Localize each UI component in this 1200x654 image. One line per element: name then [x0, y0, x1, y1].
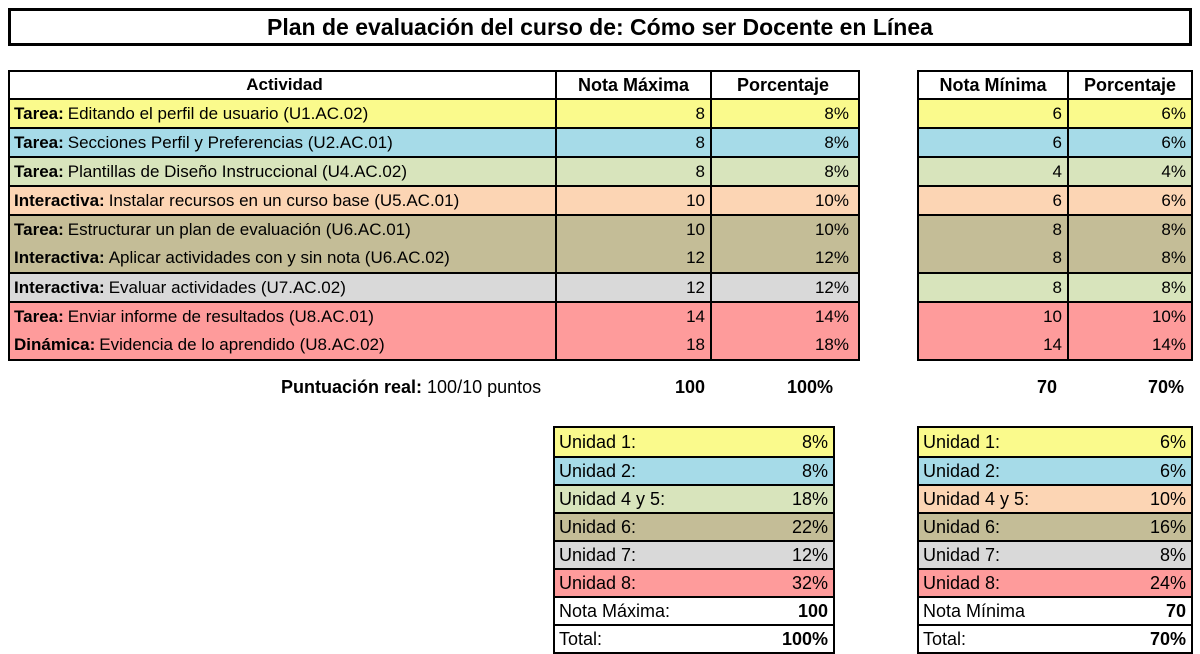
activity-text: Instalar recursos en un curso base (U5.AC.01): [108, 190, 460, 210]
activity-text: Editando el perfil de usuario (U1.AC.02): [67, 103, 369, 123]
nota-maxima-cell: 8: [555, 100, 710, 127]
summary-row: [555, 512, 833, 540]
min-row: [919, 98, 1191, 127]
activity-text: Plantillas de Diseño Instruccional (U4.AC.02): [67, 161, 407, 181]
activity-row: [10, 214, 858, 243]
activity-cell: [10, 216, 555, 243]
porcentaje-cell: 14%: [710, 303, 854, 330]
min-row: [919, 185, 1191, 214]
activity-cell: [10, 274, 555, 301]
score-max-pct: 100%: [786, 377, 833, 397]
summary-value: 24%: [1149, 572, 1186, 593]
summary-value: 12%: [791, 544, 828, 565]
summary-row: [919, 484, 1191, 512]
summary-value: 8%: [1159, 544, 1186, 565]
summary-value: 16%: [1149, 516, 1186, 537]
puntuacion-real-bold: Puntuación real:: [281, 377, 423, 397]
nota-minima-cell: 8: [1052, 219, 1062, 239]
porcentaje-cell: 12%: [710, 274, 854, 301]
summary-row: [555, 456, 833, 484]
activity-row: [10, 301, 858, 330]
summary-value: 70: [1165, 600, 1186, 621]
min-row: [919, 301, 1191, 330]
summary-label: Total:: [559, 628, 603, 649]
nota-maxima-cell: 8: [555, 158, 710, 185]
header-nota-minima: Nota Mínima: [939, 74, 1047, 95]
nota-maxima-cell: 10: [555, 216, 710, 243]
porcentaje-cell: 18%: [710, 330, 854, 359]
summary-value: 10%: [1149, 488, 1186, 509]
porcentaje-min-cell: 8%: [1067, 216, 1191, 243]
page-title: [8, 8, 1192, 46]
summary-row: [919, 428, 1191, 456]
summary-value: 70%: [1149, 628, 1186, 649]
activity-row: [10, 156, 858, 185]
min-row: [919, 127, 1191, 156]
summary-value: 32%: [791, 572, 828, 593]
porcentaje-cell: 10%: [710, 187, 854, 214]
summary-row: [919, 540, 1191, 568]
activity-type-label: Dinámica:: [14, 334, 96, 354]
header-nota-maxima: Nota Máxima: [555, 72, 710, 98]
summary-label: Total:: [923, 628, 967, 649]
summary-label: Unidad 1:: [923, 431, 1001, 452]
min-row: [919, 214, 1191, 243]
porcentaje-min-cell: 10%: [1067, 303, 1191, 330]
activity-cell: [10, 330, 555, 359]
summary-label: Unidad 8:: [559, 572, 637, 593]
summary-row: [919, 624, 1191, 652]
min-row: [919, 243, 1191, 272]
porcentaje-cell: 12%: [710, 243, 854, 272]
porcentaje-cell: 8%: [710, 100, 854, 127]
activity-text: Evidencia de lo aprendido (U8.AC.02): [99, 334, 385, 354]
nota-minima-cell: 10: [1043, 306, 1062, 326]
summary-label: Unidad 4 y 5:: [923, 488, 1030, 509]
summary-row: [555, 428, 833, 456]
porcentaje-min-cell: 6%: [1067, 129, 1191, 156]
header-actividad: Actividad: [246, 75, 323, 94]
summary-label: Unidad 2:: [559, 460, 637, 481]
nota-maxima-cell: 14: [555, 303, 710, 330]
summary-value: 6%: [1159, 431, 1186, 452]
summary-value: 22%: [791, 516, 828, 537]
activity-text: Evaluar actividades (U7.AC.02): [108, 277, 346, 297]
nota-maxima-cell: 12: [555, 243, 710, 272]
nota-minima-cell: 8: [1052, 277, 1062, 297]
activity-row: [10, 243, 858, 272]
summary-row: [919, 568, 1191, 596]
page-title-text: Plan de evaluación del curso de: Cómo ser Docente en Línea: [267, 13, 933, 40]
min-row: [919, 272, 1191, 301]
summary-label: Unidad 7:: [559, 544, 637, 565]
summary-label: Unidad 1:: [559, 431, 637, 452]
min-row: [919, 330, 1191, 359]
summary-value: 8%: [801, 460, 828, 481]
activity-text: Secciones Perfil y Preferencias (U2.AC.01): [67, 132, 393, 152]
summary-table-max: [553, 426, 835, 654]
score-min-nota: 70: [1036, 377, 1057, 397]
nota-minima-cell: 14: [1043, 334, 1062, 354]
summary-label: Unidad 6:: [923, 516, 1001, 537]
activity-type-label: Tarea:: [14, 161, 64, 181]
summary-table-min: [917, 426, 1193, 654]
nota-minima-cell: 6: [1052, 190, 1062, 210]
activity-row: [10, 330, 858, 359]
summary-row: [919, 512, 1191, 540]
porcentaje-min-cell: 6%: [1067, 100, 1191, 127]
nota-maxima-cell: 8: [555, 129, 710, 156]
activity-cell: [10, 158, 555, 185]
activity-row: [10, 98, 858, 127]
activity-type-label: Tarea:: [14, 132, 64, 152]
summary-value: 6%: [1159, 460, 1186, 481]
nota-maxima-cell: 18: [555, 330, 710, 359]
porcentaje-cell: 8%: [710, 158, 854, 185]
summary-row: [555, 568, 833, 596]
summary-label: Nota Mínima: [923, 600, 1026, 621]
puntuacion-real-rest: 100/10 puntos: [422, 377, 542, 397]
activity-cell: [10, 100, 555, 127]
min-row: [919, 156, 1191, 185]
activity-cell: [10, 243, 555, 272]
porcentaje-min-cell: 8%: [1067, 243, 1191, 272]
score-min-pct: 70%: [1147, 377, 1184, 397]
nota-minima-cell: 8: [1052, 247, 1062, 267]
summary-row: [919, 596, 1191, 624]
score-max-nota: 100: [674, 377, 705, 397]
activity-type-label: Tarea:: [14, 219, 64, 239]
nota-minima-cell: 6: [1052, 132, 1062, 152]
summary-label: Unidad 7:: [923, 544, 1001, 565]
activity-text: Enviar informe de resultados (U8.AC.01): [67, 306, 374, 326]
summary-label: Unidad 8:: [923, 572, 1001, 593]
summary-value: 18%: [791, 488, 828, 509]
min-table-header: [919, 72, 1191, 98]
activity-cell: [10, 129, 555, 156]
summary-value: 8%: [801, 431, 828, 452]
activity-type-label: Interactiva:: [14, 277, 105, 297]
nota-maxima-cell: 12: [555, 274, 710, 301]
evaluation-table-header: [10, 72, 858, 98]
activity-cell: [10, 303, 555, 330]
evaluation-table-min: [917, 70, 1193, 361]
activity-text: Estructurar un plan de evaluación (U6.AC.01): [67, 219, 411, 239]
summary-label: Unidad 6:: [559, 516, 637, 537]
activity-type-label: Interactiva:: [14, 190, 105, 210]
evaluation-table-max: [8, 70, 860, 361]
porcentaje-min-cell: 8%: [1067, 274, 1191, 301]
activity-row: [10, 272, 858, 301]
summary-row: [555, 484, 833, 512]
summary-row: [555, 596, 833, 624]
nota-maxima-cell: 10: [555, 187, 710, 214]
nota-minima-cell: 4: [1052, 161, 1062, 181]
header-porcentaje-min: Porcentaje: [1067, 72, 1191, 98]
puntuacion-real-label: [281, 377, 541, 398]
activity-type-label: Interactiva:: [14, 247, 105, 267]
porcentaje-min-cell: 6%: [1067, 187, 1191, 214]
activity-row: [10, 185, 858, 214]
nota-minima-cell: 6: [1052, 103, 1062, 123]
activity-row: [10, 127, 858, 156]
porcentaje-cell: 8%: [710, 129, 854, 156]
summary-row: [555, 624, 833, 652]
activity-cell: [10, 187, 555, 214]
summary-label: Nota Máxima:: [559, 600, 671, 621]
summary-row: [555, 540, 833, 568]
activity-type-label: Tarea:: [14, 306, 64, 326]
summary-label: Unidad 4 y 5:: [559, 488, 666, 509]
summary-value: 100: [797, 600, 828, 621]
summary-row: [919, 456, 1191, 484]
summary-value: 100%: [781, 628, 828, 649]
summary-label: Unidad 2:: [923, 460, 1001, 481]
activity-type-label: Tarea:: [14, 103, 64, 123]
porcentaje-min-cell: 14%: [1067, 330, 1191, 359]
porcentaje-min-cell: 4%: [1067, 158, 1191, 185]
porcentaje-cell: 10%: [710, 216, 854, 243]
header-porcentaje: Porcentaje: [710, 72, 854, 98]
activity-text: Aplicar actividades con y sin nota (U6.AC.02): [108, 247, 450, 267]
